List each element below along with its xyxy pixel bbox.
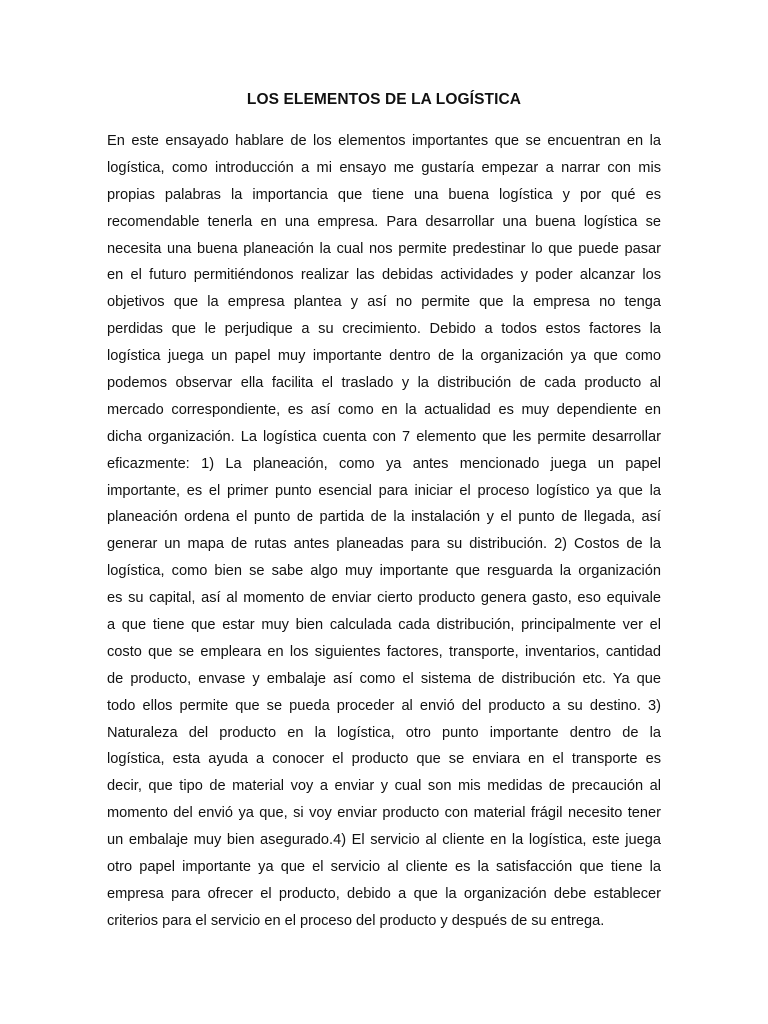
paragraph-line: logística, como introducción a mi ensayo me gustaría empezar a narrar con mis (107, 159, 661, 176)
paragraph-line: en el futuro permitiéndonos realizar las debidas actividades y poder alcanzar los (107, 267, 661, 284)
paragraph-line: es su capital, así al momento de enviar cierto producto genera gasto, eso equivale (107, 590, 661, 607)
paragraph-line: eficazmente: 1) La planeación, como ya antes mencionado juega un papel (107, 455, 661, 472)
paragraph-line: momento del envió ya que, si voy enviar producto con material frágil necesito tener (107, 805, 661, 822)
paragraph-line: perdidas que le perjudique a su crecimiento. Debido a todos estos factores la (107, 321, 661, 338)
paragraph-line: objetivos que la empresa plantea y así no permite que la empresa no tenga (107, 294, 661, 311)
paragraph-line: recomendable tenerla en una empresa. Para desarrollar una buena logística se (107, 213, 661, 230)
paragraph-line: planeación ordena el punto de partida de la instalación y el punto de llegada, así (107, 509, 661, 526)
paragraph-line: un embalaje muy bien asegurado.4) El servicio al cliente en la logística, este juega (107, 832, 661, 849)
paragraph-line: decir, que tipo de material voy a enviar y cual son mis medidas de precaución al (107, 778, 661, 795)
paragraph-line: logística, como bien se sabe algo muy importante que resguarda la organización (107, 563, 661, 580)
paragraph-line: a que tiene que estar muy bien calculada cada distribución, principalmente ver el (107, 617, 661, 634)
document-title: LOS ELEMENTOS DE LA LOGÍSTICA (246, 91, 522, 108)
paragraph-line: logística, esta ayuda a conocer el producto que se enviara en el transporte es (107, 751, 661, 768)
paragraph-line: Naturaleza del producto en la logística, otro punto importante dentro de la (107, 724, 661, 741)
paragraph-line: importante, es el primer punto esencial para iniciar el proceso logístico ya que la (107, 482, 661, 499)
paragraph-line: dicha organización. La logística cuenta con 7 elemento que les permite desarrollar (107, 428, 661, 445)
paragraph-line: criterios para el servicio en el proceso del producto y después de su entrega. (107, 912, 605, 929)
paragraph-line: logística juega un papel muy importante dentro de la organización ya que como (107, 348, 661, 365)
essay-paragraph (107, 128, 661, 935)
paragraph-line: otro papel importante ya que el servicio al cliente es la satisfacción que tiene la (107, 859, 661, 876)
paragraph-line: generar un mapa de rutas antes planeadas para su distribución. 2) Costos de la (107, 536, 661, 553)
paragraph-line: todo ellos permite que se pueda proceder al envió del producto a su destino. 3) (107, 697, 661, 714)
paragraph-line: propias palabras la importancia que tiene una buena logística y por qué es (107, 186, 661, 203)
paragraph-line: mercado correspondiente, es así como en la actualidad es muy dependiente en (107, 401, 661, 418)
paragraph-line: de producto, envase y embalaje así como el sistema de distribución etc. Ya que (107, 670, 661, 687)
paragraph-line: podemos observar ella facilita el traslado y la distribución de cada producto al (107, 375, 661, 392)
paragraph-line: En este ensayado hablare de los elementos importantes que se encuentran en la (107, 133, 661, 149)
paragraph-line: empresa para ofrecer el producto, debido a que la organización debe establecer (107, 885, 661, 902)
paragraph-line: necesita una buena planeación la cual nos permite predestinar lo que puede pasar (107, 240, 661, 257)
paragraph-line: costo que se empleara en los siguientes factores, transporte, inventarios, cantidad (107, 643, 661, 660)
